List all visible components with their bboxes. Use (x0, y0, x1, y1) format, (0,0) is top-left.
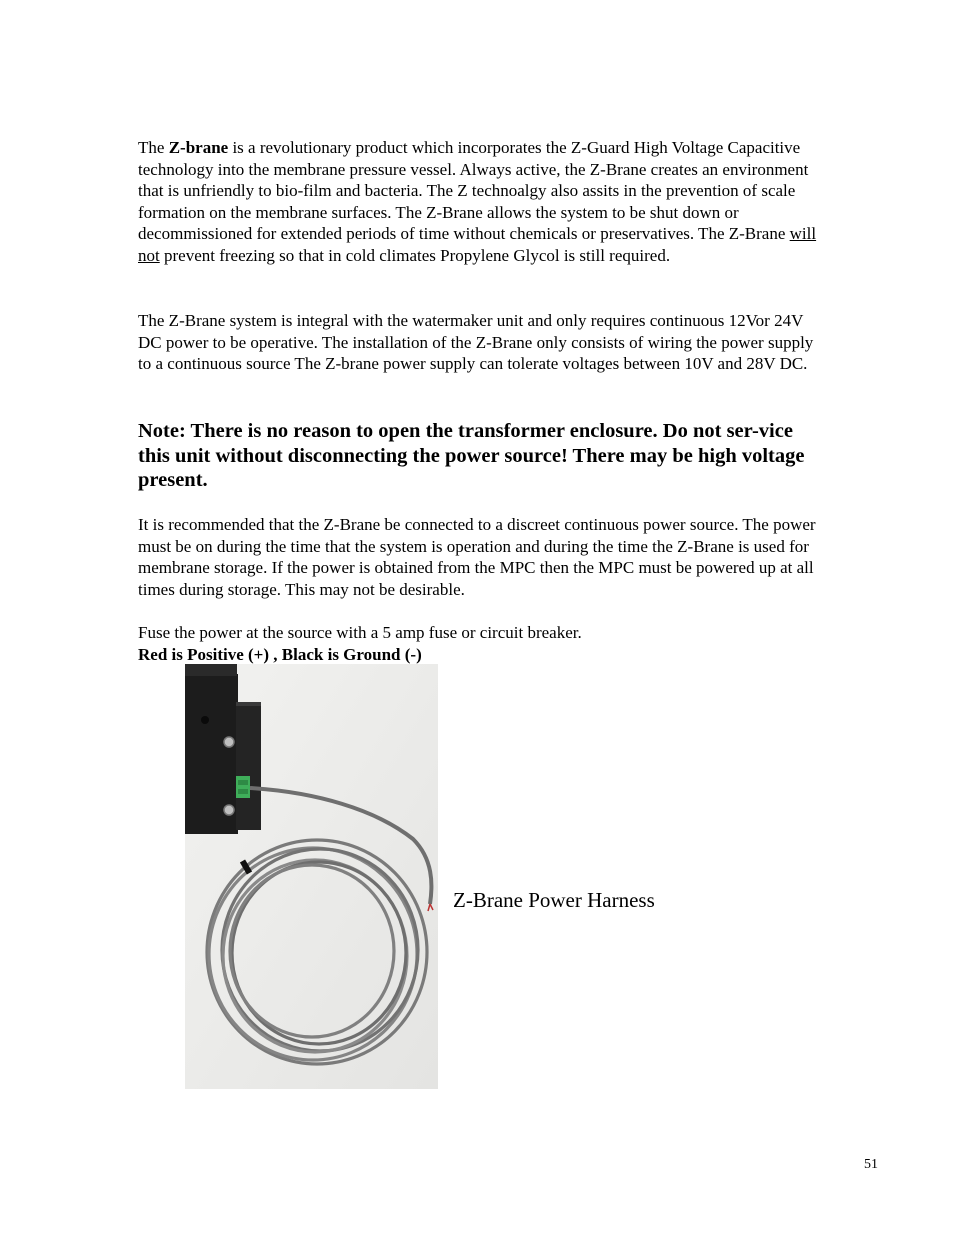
page-number: 51 (864, 1157, 878, 1172)
intro-paragraph (138, 137, 828, 266)
product-name: Z-brane (168, 138, 229, 157)
fuse-paragraph: Fuse the power at the source with a 5 amp fuse or circuit breaker. (138, 623, 582, 642)
power-harness-photo (185, 664, 438, 1089)
will-not-emphasis: will not (138, 224, 817, 265)
recommendation-paragraph: It is recommended that the Z-Brane be connected to a discreet continuous power source. The power must be on during the time that the system is operation and during the time the Z-Brane is used for membrane storage. If the power is obtained from the MPC then the MPC must be powered up at all times during storage. This may not be desirable. (138, 515, 816, 599)
warning-note: Note: There is no reason to open the transformer enclosure. Do not ser-vice this unit without disconnecting the power source! There may be high voltage present. (138, 420, 805, 491)
wiring-polarity-note: Red is Positive (+) , Black is Ground (-) (138, 645, 422, 664)
intro-mid: is a revolutionary product which incorporates the Z-Guard High Voltage Capacitive technology into the membrane pressure vessel. Always active, the Z-Brane creates an environment that is unfriendly to bio-film and bacteria. The Z technoalgy also assits in the prevention of scale formation on the membrane surfaces. The Z-Brane allows the system to be shut down or decommissioned for extended periods of time without chemicals or preservatives. The Z-Brane (138, 138, 809, 243)
power-paragraph: The Z-Brane system is integral with the watermaker unit and only requires continuous 12Vor 24V DC power to be operative. The installation of the Z-Brane only consists of wiring the power supply to a continuous source The Z-brane power supply can tolerate voltages between 10V and 28V DC. (138, 311, 814, 373)
intro-post: prevent freezing so that in cold climates Propylene Glycol is still required. (159, 245, 671, 265)
intro-pre: The (138, 138, 169, 157)
photo-caption: Z-Brane Power Harness (453, 888, 655, 912)
